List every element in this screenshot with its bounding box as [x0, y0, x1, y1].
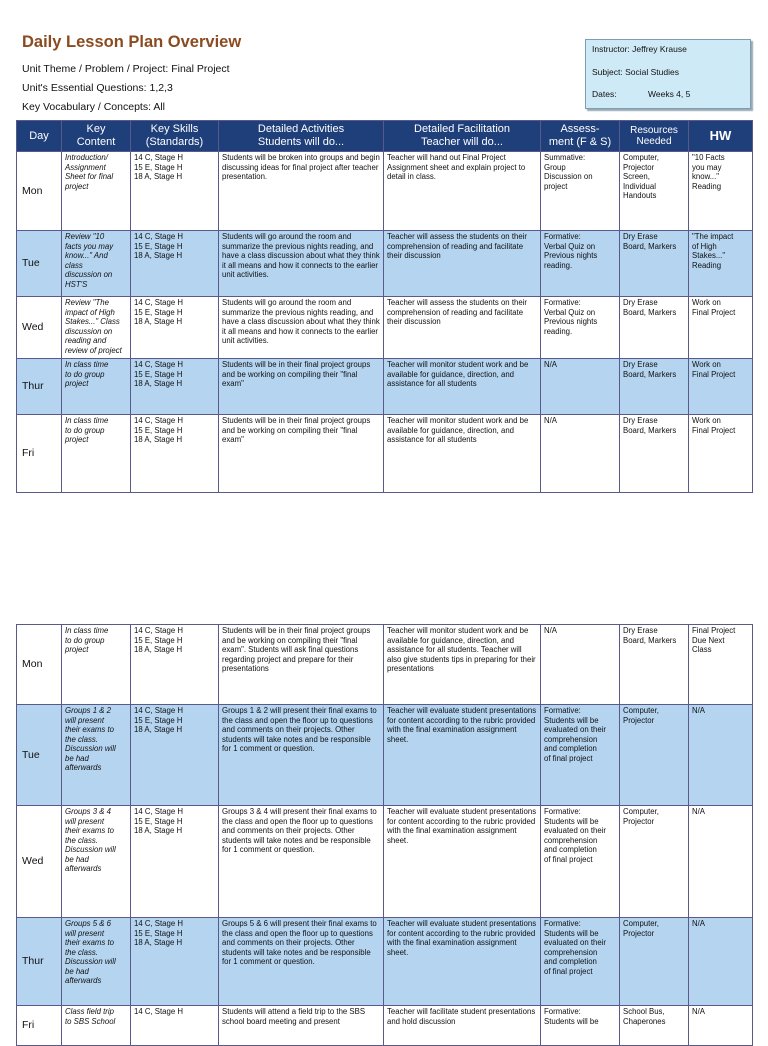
cell-facilitation: Teacher will assess the students on their comprehension of reading and facilitate their discussion [384, 231, 541, 297]
cell-content: Groups 3 & 4 will present their exams to the class. Discussion will be had afterwards [62, 806, 131, 918]
col-header-hw: HW [689, 121, 753, 152]
cell-resources: Dry Erase Board, Markers [620, 625, 689, 705]
cell-hw: Work on Final Project [689, 415, 753, 493]
cell-day: Fri [17, 415, 62, 493]
cell-content: Review "10 facts you may know..." And class discussion on HST'S [62, 231, 131, 297]
col-header-content: Key Content [62, 121, 131, 152]
cell-content: In class time to do group project [62, 625, 131, 705]
cell-hw: Final Project Due Next Class [689, 625, 753, 705]
page-title: Daily Lesson Plan Overview [22, 33, 242, 51]
cell-hw: N/A [689, 705, 753, 806]
cell-facilitation: Teacher will evaluate student presentations for content according to the rubric provided with the final examination assignment sheet. [384, 918, 541, 1006]
dates-label: Dates: [592, 89, 617, 99]
cell-facilitation: Teacher will monitor student work and be available for guidance, direction, and assistance for all students [384, 415, 541, 493]
cell-assessment: N/A [541, 415, 620, 493]
cell-content: In class time to do group project [62, 415, 131, 493]
table-row [17, 359, 753, 415]
week1-lesson-table [16, 120, 753, 493]
unit-theme: Unit Theme / Problem / Project: Final Project [22, 63, 230, 75]
col-header-skills: Key Skills (Standards) [131, 121, 219, 152]
table-row [17, 297, 753, 359]
cell-resources: Dry Erase Board, Markers [620, 231, 689, 297]
cell-day: Fri [17, 1006, 62, 1046]
cell-facilitation: Teacher will monitor student work and be available for guidance, direction, and assistance for all students. Teacher will also give students tips in preparing for their presentations [384, 625, 541, 705]
cell-activities: Groups 1 & 2 will present their final exams to the class and open the floor up to questions and comments on their projects. Other students will take notes and be responsible for 1 comment or question. [219, 705, 384, 806]
cell-content: Groups 5 & 6 will present their exams to the class. Discussion will be had afterwards [62, 918, 131, 1006]
cell-assessment: Formative: Students will be evaluated on their comprehension and completion of final project [541, 806, 620, 918]
cell-resources: Computer, Projector [620, 705, 689, 806]
cell-facilitation: Teacher will hand out Final Project Assignment sheet and explain project to detail in class. [384, 152, 541, 231]
cell-resources: Dry Erase Board, Markers [620, 359, 689, 415]
cell-activities: Students will be in their final project groups and be working on compiling their "final exam" [219, 359, 384, 415]
cell-skills: 14 C, Stage H 15 E, Stage H 18 A, Stage H [131, 415, 219, 493]
cell-facilitation: Teacher will monitor student work and be available for guidance, direction, and assistance for all students [384, 359, 541, 415]
cell-resources: Dry Erase Board, Markers [620, 297, 689, 359]
cell-activities: Students will go around the room and summarize the previous nights reading, and have a class discussion about what they think it all means and how it connects to the earlier unit activities. [219, 231, 384, 297]
cell-skills: 14 C, Stage H 15 E, Stage H 18 A, Stage H [131, 625, 219, 705]
col-header-day: Day [17, 121, 62, 152]
cell-resources: Computer, Projector [620, 918, 689, 1006]
cell-assessment: Formative: Students will be evaluated on their comprehension and completion of final project [541, 705, 620, 806]
cell-skills: 14 C, Stage H 15 E, Stage H 18 A, Stage H [131, 152, 219, 231]
cell-content: In class time to do group project [62, 359, 131, 415]
dates-value: Weeks 4, 5 [648, 89, 691, 99]
cell-activities: Students will be broken into groups and begin discussing ideas for final project after teacher presentation. [219, 152, 384, 231]
cell-hw: Work on Final Project [689, 359, 753, 415]
table-row [17, 918, 753, 1006]
cell-activities: Groups 3 & 4 will present their final exams to the class and open the floor up to questions and comments on their projects. Other students will take notes and be responsible for 1 comment or question. [219, 806, 384, 918]
cell-skills: 14 C, Stage H 15 E, Stage H 18 A, Stage H [131, 806, 219, 918]
table-row [17, 1006, 753, 1046]
cell-day: Mon [17, 625, 62, 705]
cell-skills: 14 C, Stage H 15 E, Stage H 18 A, Stage H [131, 359, 219, 415]
cell-content: Groups 1 & 2 will present their exams to the class. Discussion will be had afterwards [62, 705, 131, 806]
cell-assessment: N/A [541, 359, 620, 415]
table-row [17, 806, 753, 918]
cell-hw: N/A [689, 806, 753, 918]
cell-activities: Students will attend a field trip to the SBS school board meeting and present [219, 1006, 384, 1046]
cell-content: Class field trip to SBS School [62, 1006, 131, 1046]
table-row [17, 625, 753, 705]
cell-hw: Work on Final Project [689, 297, 753, 359]
cell-resources: Computer, Projector Screen, Individual Handouts [620, 152, 689, 231]
cell-day: Tue [17, 705, 62, 806]
cell-day: Wed [17, 297, 62, 359]
cell-day: Mon [17, 152, 62, 231]
cell-hw: "The impact of High Stakes..." Reading [689, 231, 753, 297]
table-row [17, 231, 753, 297]
cell-assessment: Summative: Group Discussion on project [541, 152, 620, 231]
col-header-assessment: Assess- ment (F & S) [541, 121, 620, 152]
col-header-activities: Detailed Activities Students will do... [219, 121, 384, 152]
cell-facilitation: Teacher will evaluate student presentations for content according to the rubric provided with the final examination assignment sheet. [384, 705, 541, 806]
cell-facilitation: Teacher will facilitate student presentations and hold discussion [384, 1006, 541, 1046]
cell-skills: 14 C, Stage H 15 E, Stage H 18 A, Stage H [131, 705, 219, 806]
essential-questions: Unit's Essential Questions: 1,2,3 [22, 82, 173, 94]
cell-day: Thur [17, 918, 62, 1006]
cell-day: Thur [17, 359, 62, 415]
cell-activities: Students will be in their final project groups and be working on compiling their "final exam". Students will ask final questions regarding project and prepare for their presentations [219, 625, 384, 705]
instructor-label: Instructor: Jeffrey Krause [592, 44, 687, 54]
cell-resources: School Bus, Chaperones [620, 1006, 689, 1046]
cell-activities: Students will go around the room and summarize the previous nights reading, and have a class discussion about what they think it all means and how it connects to the earlier unit activities. [219, 297, 384, 359]
cell-skills: 14 C, Stage H 15 E, Stage H 18 A, Stage H [131, 297, 219, 359]
col-header-facilitation: Detailed Facilitation Teacher will do... [384, 121, 541, 152]
cell-skills: 14 C, Stage H 15 E, Stage H 18 A, Stage H [131, 918, 219, 1006]
cell-activities: Students will be in their final project groups and be working on compiling their "final exam" [219, 415, 384, 493]
cell-activities: Groups 5 & 6 will present their final exams to the class and open the floor up to questions and comments on their projects. Other students will take notes and be responsible for 1 comment or question. [219, 918, 384, 1006]
course-info-box [585, 39, 751, 109]
cell-facilitation: Teacher will assess the students on their comprehension of reading and facilitate their discussion [384, 297, 541, 359]
cell-day: Tue [17, 231, 62, 297]
cell-assessment: N/A [541, 625, 620, 705]
cell-resources: Dry Erase Board, Markers [620, 415, 689, 493]
col-header-resources: Resources Needed [620, 121, 689, 152]
table-row [17, 152, 753, 231]
key-vocabulary: Key Vocabulary / Concepts: All [22, 101, 165, 113]
cell-day: Wed [17, 806, 62, 918]
cell-assessment: Formative: Verbal Quiz on Previous nights reading. [541, 297, 620, 359]
table-row [17, 705, 753, 806]
cell-skills: 14 C, Stage H 15 E, Stage H 18 A, Stage H [131, 231, 219, 297]
cell-skills: 14 C, Stage H [131, 1006, 219, 1046]
table-row [17, 415, 753, 493]
cell-content: Review "The impact of High Stakes..." Class discussion on reading and review of project [62, 297, 131, 359]
cell-assessment: Formative: Verbal Quiz on Previous nights reading. [541, 231, 620, 297]
cell-resources: Computer, Projector [620, 806, 689, 918]
subject-label: Subject: Social Studies [592, 67, 679, 77]
cell-hw: "10 Facts you may know..." Reading [689, 152, 753, 231]
cell-facilitation: Teacher will evaluate student presentations for content according to the rubric provided with the final examination assignment sheet. [384, 806, 541, 918]
cell-hw: N/A [689, 918, 753, 1006]
cell-assessment: Formative: Students will be evaluated on their comprehension and completion of final project [541, 918, 620, 1006]
cell-content: Introduction/ Assignment Sheet for final project [62, 152, 131, 231]
cell-hw: N/A [689, 1006, 753, 1046]
cell-assessment: Formative: Students will be [541, 1006, 620, 1046]
week2-lesson-table [16, 624, 753, 1046]
